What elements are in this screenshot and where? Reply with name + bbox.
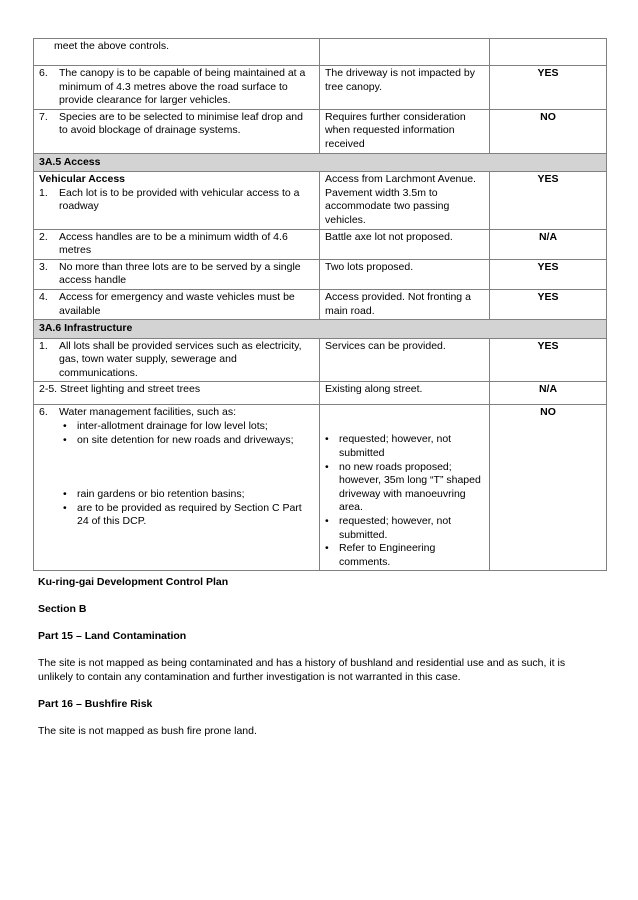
table-row: [34, 172, 607, 229]
item-number: 3.: [39, 260, 48, 273]
controls-table: [33, 38, 607, 571]
list-item: • no new roads proposed; however, 35m long “T” shaped driveway with manoeuvring area.: [325, 461, 484, 515]
control-text: The canopy is to be capable of being maintained at a minimum of 4.3 metres above the road surface to provide clearance for larger vehicles.: [59, 67, 306, 107]
section-header-row: [34, 320, 607, 339]
comment-cell: Access provided. Not fronting a main road.: [320, 289, 490, 319]
section-title: 3A.5 Access: [34, 153, 607, 172]
comment-cell: Battle axe lot not proposed.: [320, 229, 490, 259]
comment-cell: Access from Larchmont Avenue. Pavement width 3.5m to accommodate two passing vehicles.: [320, 172, 490, 229]
item-number: 6.: [39, 406, 48, 419]
subheading: Vehicular Access: [39, 173, 125, 186]
list-item: • requested; however, not submitted: [325, 433, 484, 460]
item-number: 7.: [39, 110, 48, 123]
control-text: Each lot is to be provided with vehicular access to a roadway: [59, 186, 300, 213]
control-text: 2-5. Street lighting and street trees: [34, 382, 320, 405]
paragraph-bushfire: The site is not mapped as bush fire prone land.: [38, 725, 257, 738]
heading-dcp: Ku-ring-gai Development Control Plan: [38, 576, 229, 588]
list-item: • on site detention for new roads and driveways;: [63, 434, 314, 448]
section-title: 3A.6 Infrastructure: [34, 320, 607, 339]
result-cell: NO: [490, 405, 607, 571]
comment-cell: Existing along street.: [320, 382, 490, 405]
comment-list: [325, 433, 484, 569]
comment-cell: Requires further consideration when requested information received: [320, 109, 490, 153]
item-number: 1.: [39, 339, 48, 352]
control-text: Water management facilities, such as:: [59, 406, 237, 419]
result-cell: YES: [490, 289, 607, 319]
table-row: [34, 39, 607, 66]
result-cell: YES: [490, 338, 607, 382]
item-number: 2.: [39, 230, 48, 243]
control-text: Access handles are to be a minimum width of 4.6 metres: [59, 230, 288, 257]
list-item: • Refer to Engineering comments.: [325, 542, 484, 569]
heading-section: Section B: [38, 603, 87, 615]
table-row: [34, 259, 607, 289]
control-text: Species are to be selected to minimise leaf drop and to avoid blockage of drainage systems.: [59, 110, 303, 137]
comment-cell: Two lots proposed.: [320, 259, 490, 289]
item-number: 1.: [39, 186, 48, 199]
table-row: [34, 289, 607, 319]
item-number: 4.: [39, 290, 48, 303]
result-cell: N/A: [490, 382, 607, 405]
section-header-row: [34, 153, 607, 172]
result-cell: YES: [490, 259, 607, 289]
control-text: All lots shall be provided services such as electricity, gas, town water supply, sewerage and communications.: [59, 339, 302, 379]
heading-contamination: Part 15 – Land Contamination: [38, 630, 187, 642]
list-item: • requested; however, not submitted.: [325, 515, 484, 542]
document-body: [38, 576, 598, 753]
result-cell: NO: [490, 109, 607, 153]
table-row: [34, 405, 607, 571]
control-text: No more than three lots are to be served by a single access handle: [59, 260, 301, 287]
item-number: 6.: [39, 67, 48, 79]
control-text: Access for emergency and waste vehicles must be available: [59, 290, 295, 317]
heading-bushfire: Part 16 – Bushfire Risk: [38, 698, 153, 711]
list-item: • rain gardens or bio retention basins;: [63, 488, 314, 502]
facilities-list: [39, 420, 314, 447]
result-cell: N/A: [490, 229, 607, 259]
result-cell: YES: [490, 66, 607, 110]
comment-cell: The driveway is not impacted by tree canopy.: [320, 66, 490, 110]
list-item: • inter-allotment drainage for low level lots;: [63, 420, 314, 434]
list-item: • are to be provided as required by Section C Part 24 of this DCP.: [63, 502, 314, 529]
table-row: [34, 382, 607, 405]
continued-text: meet the above controls.: [54, 40, 169, 52]
table-row: [34, 109, 607, 153]
result-cell: YES: [490, 172, 607, 229]
comment-cell: Services can be provided.: [320, 338, 490, 382]
table-row: [34, 229, 607, 259]
table-row: [34, 66, 607, 110]
paragraph-contamination: The site is not mapped as being contaminated and has a history of bushland and residential use and as such, it is unlikely to contain any contamination and further investigation is not warranted in this case.: [38, 657, 566, 683]
facilities-list: [39, 488, 314, 529]
table-row: [34, 338, 607, 382]
